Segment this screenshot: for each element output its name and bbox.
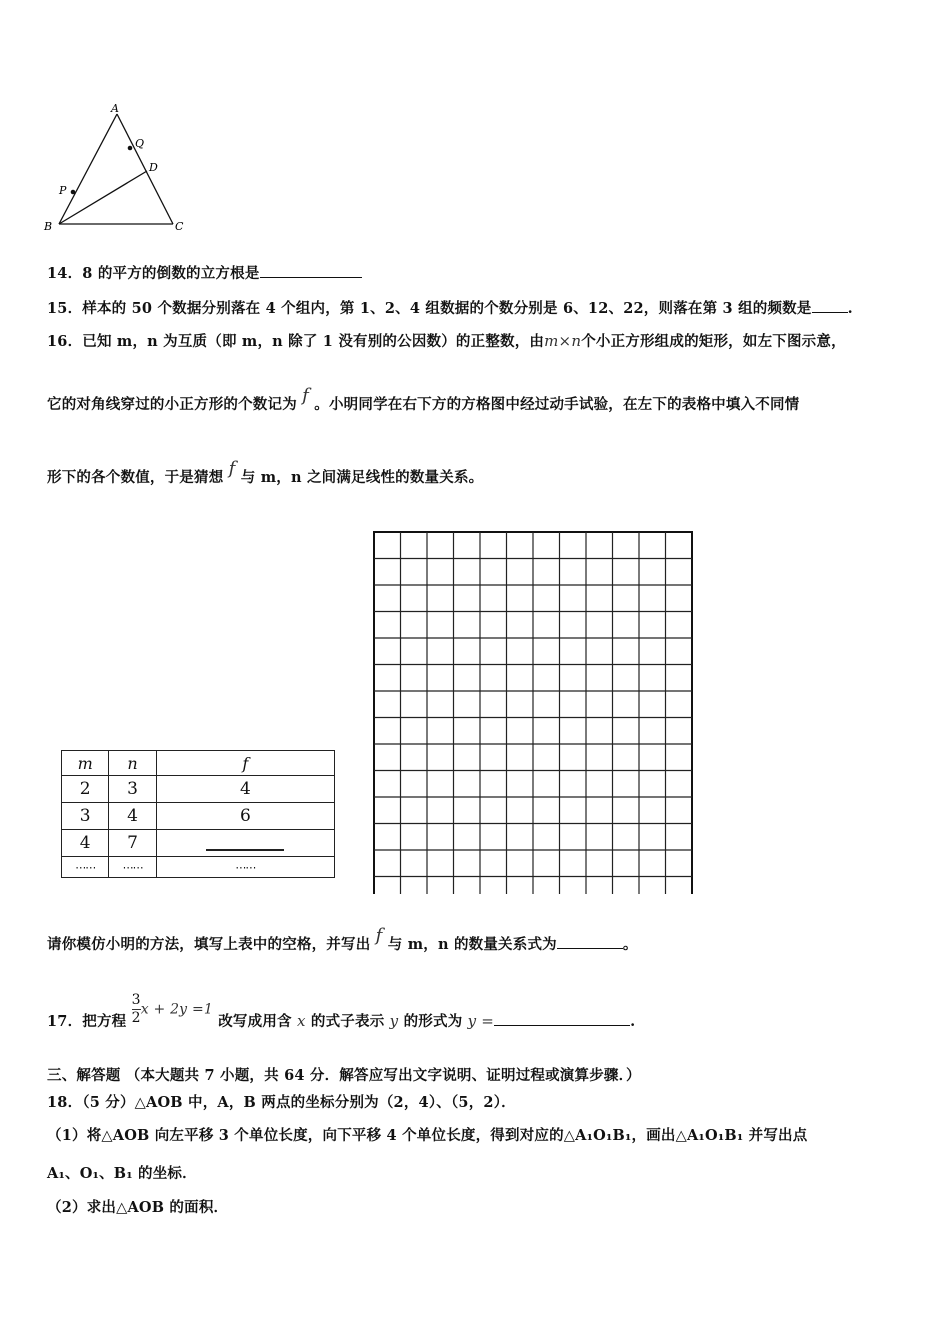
label-a: A [111, 102, 119, 115]
table-cell: 4 [62, 830, 109, 857]
label-d: D [149, 161, 158, 174]
table-row [62, 830, 335, 857]
symbol-f: f [302, 385, 310, 406]
answer-blank-17[interactable] [494, 1011, 630, 1026]
question-17-text-a: 改写成用含 [218, 1012, 292, 1030]
table-cell: 3 [62, 803, 109, 830]
table-cell-ellipsis: ⋯⋯ [62, 857, 109, 878]
triangle-figure [40, 100, 200, 240]
question-14-text: 14．8 的平方的倒数的立方根是 [47, 265, 260, 282]
fraction-numerator: 3 [131, 992, 141, 1008]
table-cell-ellipsis: ⋯⋯ [156, 857, 334, 878]
table-cell: 3 [109, 776, 156, 803]
symbol-f: f [375, 925, 383, 946]
question-15-tail: . [847, 300, 853, 317]
table-cell-ellipsis: ⋯⋯ [109, 857, 156, 878]
fraction-three-halves [132, 992, 141, 1027]
side-ab [59, 114, 117, 224]
question-18-part-1-cont: A₁、O₁、B₁ 的坐标． [47, 1165, 197, 1182]
answer-blank-16[interactable] [557, 934, 623, 949]
header-n: n [109, 751, 156, 776]
table-row [62, 857, 335, 878]
question-16-line-2 [47, 385, 800, 414]
question-17-text-c: 的形式为 [403, 1012, 463, 1030]
table-cell-blank[interactable] [156, 830, 334, 857]
label-c: C [175, 220, 184, 233]
table-header-row [62, 751, 335, 776]
equation-text: x + 2y =1 [140, 1001, 213, 1018]
answer-blank-line [206, 849, 284, 851]
question-16-line-1 [47, 330, 846, 351]
question-18: 18．（5 分）△AOB 中，A，B 两点的坐标分别为（2，4）、（5，2）． [47, 1094, 516, 1111]
question-16-text-b: 个小正方形组成的矩形，如左下图示意， [581, 333, 846, 350]
question-16-text-d: 。小明同学在右下方的方格图中经过动手试验，在左下的表格中填入不同情 [314, 396, 800, 413]
answer-blank-14[interactable] [260, 263, 362, 278]
segment-bd [59, 171, 147, 224]
question-14 [47, 262, 362, 283]
variable-x: x [296, 1011, 306, 1030]
label-b: B [44, 220, 53, 233]
header-f: f [156, 751, 334, 776]
table-cell: 7 [109, 830, 156, 857]
question-16-text-a: 16．已知 m，n 为互质（即 m，n 除了 1 没有别的公因数）的正整数，由 [47, 333, 545, 350]
question-17-tail: . [630, 1012, 636, 1030]
question-15-text: 15．样本的 50 个数据分别落在 4 个组内，第 1、2、4 组数据的个数分别是 6、12、22，则落在第 3 组的频数是 [47, 300, 812, 317]
question-17-prefix: 17．把方程 [47, 1012, 127, 1030]
question-16-tail: 。 [622, 936, 638, 953]
table-cell: 4 [109, 803, 156, 830]
question-17-text-b: 的式子表示 [310, 1012, 385, 1030]
label-q: Q [135, 137, 145, 150]
point-q [128, 146, 133, 151]
question-16-text-e: 形下的各个数值，于是猜想 [47, 469, 224, 486]
question-16-answer-line [47, 925, 638, 954]
fraction-denominator: 2 [131, 1010, 141, 1026]
mnf-table [61, 750, 335, 878]
question-16-text-g: 请你模仿小明的方法，填写上表中的空格，并写出 [47, 936, 371, 953]
side-ac [117, 114, 173, 224]
question-16-text-c: 它的对角线穿过的小正方形的个数记为 [47, 396, 297, 413]
answer-blank-15[interactable] [812, 298, 848, 313]
table-cell: 2 [62, 776, 109, 803]
question-16-text-h: 与 m，n 的数量关系式为 [387, 936, 557, 953]
table-row [62, 776, 335, 803]
question-18-part-1: （1）将△AOB 向左平移 3 个单位长度，向下平移 4 个单位长度，得到对应的△A₁O₁B₁，画出△A₁O₁B₁ 并写出点 [47, 1127, 808, 1144]
point-p [71, 190, 76, 195]
question-15 [47, 297, 853, 318]
expression-m-times-n: m×n [544, 332, 582, 350]
table-cell: 6 [156, 803, 334, 830]
symbol-f: f [228, 458, 236, 479]
header-m: m [62, 751, 109, 776]
y-equals: y = [467, 1011, 495, 1030]
table-cell: 4 [156, 776, 334, 803]
question-16-text-f: 与 m，n 之间满足线性的数量关系。 [240, 469, 484, 486]
square-grid [368, 526, 704, 894]
table-row [62, 803, 335, 830]
question-17 [47, 992, 636, 1030]
section-3-heading: 三、解答题 （本大题共 7 小题，共 64 分．解答应写出文字说明、证明过程或演算步骤．） [47, 1067, 641, 1084]
label-p: P [59, 184, 67, 197]
question-18-part-2: （2）求出△AOB 的面积． [47, 1199, 229, 1216]
question-16-line-3 [47, 458, 484, 487]
variable-y: y [389, 1011, 399, 1030]
